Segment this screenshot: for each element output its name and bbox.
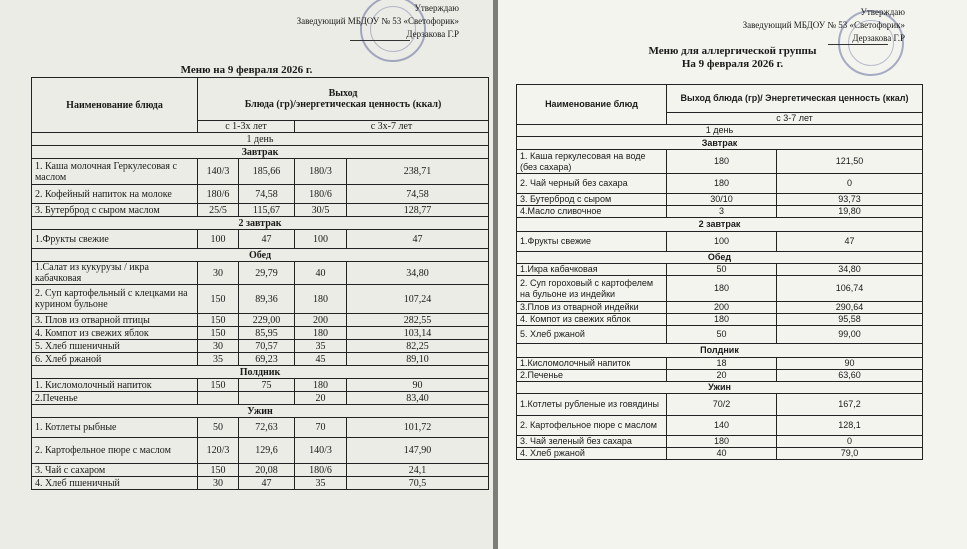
dish-name: 1. Каша молочная Геркулесовая с маслом bbox=[32, 159, 198, 185]
table-row bbox=[517, 232, 923, 252]
table-row bbox=[32, 392, 489, 405]
portion-3-7: 30/5 bbox=[295, 204, 347, 217]
portion-3-7: 180/6 bbox=[295, 185, 347, 204]
energy-3-7: 121,50 bbox=[777, 150, 923, 174]
meal-section-title: 2 завтрак bbox=[32, 217, 489, 230]
portion-1-3 bbox=[198, 392, 239, 405]
portion-3-7: 140/3 bbox=[295, 438, 347, 464]
section-row bbox=[517, 218, 923, 232]
energy-3-7: 99,00 bbox=[777, 326, 923, 344]
energy-1-3 bbox=[239, 392, 295, 405]
menu-title: Меню на 9 февраля 2026 г. bbox=[180, 64, 313, 76]
dish-name: 1. Каша геркулесовая на воде (без сахара) bbox=[517, 150, 667, 174]
portion-3-7: 140 bbox=[667, 416, 777, 436]
portion-1-3: 150 bbox=[198, 314, 239, 327]
approval-line: Утверждаю bbox=[414, 3, 459, 13]
energy-3-7: 82,25 bbox=[347, 340, 489, 353]
table-row bbox=[517, 314, 923, 326]
section-row bbox=[32, 405, 489, 418]
dish-name: 4. Хлеб пшеничный bbox=[32, 477, 198, 490]
dish-name: 1.Фрукты свежие bbox=[517, 232, 667, 252]
energy-3-7: 93,73 bbox=[777, 194, 923, 206]
portion-1-3: 25/5 bbox=[198, 204, 239, 217]
section-row bbox=[32, 146, 489, 159]
table-row bbox=[32, 418, 489, 438]
meal-section-title: Обед bbox=[517, 252, 923, 264]
section-row bbox=[32, 366, 489, 379]
dish-name: 2. Чай черный без сахара bbox=[517, 174, 667, 194]
approval-line: Заведующий МБДОУ № 53 «Светофорик» bbox=[296, 16, 459, 26]
table-row bbox=[32, 230, 489, 249]
table-row bbox=[32, 285, 489, 314]
section-row bbox=[32, 217, 489, 230]
section-row bbox=[517, 252, 923, 264]
dish-name: 2. Кофейный напиток на молоке bbox=[32, 185, 198, 204]
portion-3-7: 70 bbox=[295, 418, 347, 438]
meal-section-title: 2 завтрак bbox=[517, 218, 923, 232]
table-row bbox=[517, 394, 923, 416]
energy-3-7: 90 bbox=[777, 358, 923, 370]
dish-name: 1.Фрукты свежие bbox=[32, 230, 198, 249]
dish-name: 4. Компот из свежих яблок bbox=[32, 327, 198, 340]
table-header-row bbox=[517, 85, 923, 113]
energy-3-7: 106,74 bbox=[777, 276, 923, 302]
dish-name: 2. Суп картофельный с клецками на курином бульоне bbox=[32, 285, 198, 314]
dish-name: 1. Кисломолочный напиток bbox=[32, 379, 198, 392]
energy-1-3: 229,00 bbox=[239, 314, 295, 327]
dish-name: 6. Хлеб ржаной bbox=[32, 353, 198, 366]
dish-name: 1.Котлеты рубленые из говядины bbox=[517, 394, 667, 416]
energy-3-7: 24,1 bbox=[347, 464, 489, 477]
day-row bbox=[32, 133, 489, 146]
portion-3-7: 180/6 bbox=[295, 464, 347, 477]
portion-3-7: 45 bbox=[295, 353, 347, 366]
signature-line bbox=[350, 40, 410, 41]
energy-1-3: 72,63 bbox=[239, 418, 295, 438]
portion-3-7: 200 bbox=[295, 314, 347, 327]
dish-name: 2.Печенье bbox=[32, 392, 198, 405]
table-row bbox=[32, 477, 489, 490]
table-row bbox=[32, 159, 489, 185]
menu-table bbox=[516, 84, 923, 460]
portion-3-7: 180 bbox=[667, 314, 777, 326]
energy-3-7: 34,80 bbox=[777, 264, 923, 276]
energy-1-3: 85,95 bbox=[239, 327, 295, 340]
portion-3-7: 50 bbox=[667, 326, 777, 344]
column-header-output bbox=[198, 78, 489, 121]
portion-1-3: 30 bbox=[198, 477, 239, 490]
dish-name: 4. Компот из свежих яблок bbox=[517, 314, 667, 326]
portion-3-7: 70/2 bbox=[667, 394, 777, 416]
energy-1-3: 89,36 bbox=[239, 285, 295, 314]
dish-name: 5. Хлеб ржаной bbox=[517, 326, 667, 344]
energy-1-3: 74,58 bbox=[239, 185, 295, 204]
energy-1-3: 20,08 bbox=[239, 464, 295, 477]
meal-section-title: Ужин bbox=[32, 405, 489, 418]
table-row bbox=[32, 340, 489, 353]
energy-1-3: 185,66 bbox=[239, 159, 295, 185]
table-row bbox=[517, 370, 923, 382]
portion-3-7: 20 bbox=[667, 370, 777, 382]
portion-3-7: 180 bbox=[667, 276, 777, 302]
table-row bbox=[517, 358, 923, 370]
age-group-header: с 3-7 лет bbox=[667, 113, 923, 125]
dish-name: 2. Суп гороховый с картофелем на бульоне из индейки bbox=[517, 276, 667, 302]
portion-3-7: 100 bbox=[667, 232, 777, 252]
dish-name: 3. Чай с сахаром bbox=[32, 464, 198, 477]
dish-name: 3. Чай зеленый без сахара bbox=[517, 436, 667, 448]
portion-3-7: 40 bbox=[295, 262, 347, 285]
table-row bbox=[32, 185, 489, 204]
table-row bbox=[32, 379, 489, 392]
portion-1-3: 150 bbox=[198, 285, 239, 314]
portion-3-7: 50 bbox=[667, 264, 777, 276]
table-header-row bbox=[32, 78, 489, 121]
table-row bbox=[32, 464, 489, 477]
approval-line: Дерзакова Г.Р bbox=[852, 33, 905, 43]
energy-1-3: 69,23 bbox=[239, 353, 295, 366]
table-row bbox=[517, 206, 923, 218]
portion-3-7: 180/3 bbox=[295, 159, 347, 185]
energy-3-7: 79,0 bbox=[777, 448, 923, 460]
energy-3-7: 128,77 bbox=[347, 204, 489, 217]
energy-3-7: 0 bbox=[777, 174, 923, 194]
table-row bbox=[517, 276, 923, 302]
energy-3-7: 89,10 bbox=[347, 353, 489, 366]
meal-section-title: Ужин bbox=[517, 382, 923, 394]
age-group-header: с 1-3х лет bbox=[198, 121, 295, 133]
energy-3-7: 103,14 bbox=[347, 327, 489, 340]
portion-3-7: 20 bbox=[295, 392, 347, 405]
portion-3-7: 35 bbox=[295, 477, 347, 490]
portion-1-3: 150 bbox=[198, 327, 239, 340]
table-row bbox=[517, 326, 923, 344]
portion-3-7: 180 bbox=[295, 285, 347, 314]
energy-3-7: 107,24 bbox=[347, 285, 489, 314]
day-row bbox=[517, 125, 923, 137]
table-row bbox=[517, 302, 923, 314]
energy-3-7: 74,58 bbox=[347, 185, 489, 204]
meal-section-title: Полдник bbox=[517, 344, 923, 358]
table-row bbox=[517, 194, 923, 206]
portion-3-7: 180 bbox=[667, 150, 777, 174]
table-row bbox=[32, 204, 489, 217]
day-label: 1 день bbox=[517, 125, 923, 137]
menu-title bbox=[498, 45, 967, 71]
energy-3-7: 90 bbox=[347, 379, 489, 392]
energy-3-7: 282,55 bbox=[347, 314, 489, 327]
approval-block bbox=[297, 2, 459, 41]
dish-name: 3. Бутерброд с сыром маслом bbox=[32, 204, 198, 217]
approval-line: Дерзакова Г.Р bbox=[406, 29, 459, 39]
dish-name: 4.Масло сливочное bbox=[517, 206, 667, 218]
dish-name: 3. Бутерброд с сыром bbox=[517, 194, 667, 206]
dish-name: 1.Кисломолочный напиток bbox=[517, 358, 667, 370]
energy-1-3: 47 bbox=[239, 230, 295, 249]
section-row bbox=[517, 344, 923, 358]
section-row bbox=[32, 249, 489, 262]
table-row bbox=[517, 448, 923, 460]
portion-3-7: 100 bbox=[295, 230, 347, 249]
table-row bbox=[517, 264, 923, 276]
dish-name: 1.Салат из кукурузы / икра кабачковая bbox=[32, 262, 198, 285]
section-row bbox=[517, 137, 923, 150]
energy-3-7: 63,60 bbox=[777, 370, 923, 382]
dish-name: 3. Плов из отварной птицы bbox=[32, 314, 198, 327]
table-row bbox=[517, 436, 923, 448]
portion-1-3: 30 bbox=[198, 262, 239, 285]
dish-name: 2.Печенье bbox=[517, 370, 667, 382]
energy-3-7: 19,80 bbox=[777, 206, 923, 218]
energy-1-3: 75 bbox=[239, 379, 295, 392]
approval-line: Утверждаю bbox=[860, 7, 905, 17]
section-row bbox=[517, 382, 923, 394]
table-row bbox=[32, 353, 489, 366]
menu-title-line: Меню для аллергической группы bbox=[648, 45, 817, 57]
table-row bbox=[517, 416, 923, 436]
energy-1-3: 47 bbox=[239, 477, 295, 490]
dish-name: 1. Котлеты рыбные bbox=[32, 418, 198, 438]
dish-name: 3.Плов из отварной индейки bbox=[517, 302, 667, 314]
portion-3-7: 200 bbox=[667, 302, 777, 314]
portion-3-7: 30/10 bbox=[667, 194, 777, 206]
dish-name: 1.Икра кабачковая bbox=[517, 264, 667, 276]
meal-section-title: Завтрак bbox=[32, 146, 489, 159]
table-row bbox=[517, 150, 923, 174]
portion-1-3: 100 bbox=[198, 230, 239, 249]
energy-3-7: 167,2 bbox=[777, 394, 923, 416]
meal-section-title: Обед bbox=[32, 249, 489, 262]
portion-3-7: 35 bbox=[295, 340, 347, 353]
table-row bbox=[32, 314, 489, 327]
portion-3-7: 180 bbox=[295, 379, 347, 392]
portion-1-3: 150 bbox=[198, 464, 239, 477]
meal-section-title: Завтрак bbox=[517, 137, 923, 150]
column-header-dish: Наименование блюд bbox=[517, 85, 667, 125]
menu-sheet-allergy bbox=[498, 0, 967, 549]
dish-name: 2. Картофельное пюре с маслом bbox=[517, 416, 667, 436]
table-row bbox=[517, 174, 923, 194]
menu-title-line: На 9 февраля 2026 г. bbox=[681, 58, 784, 70]
portion-1-3: 35 bbox=[198, 353, 239, 366]
energy-3-7: 34,80 bbox=[347, 262, 489, 285]
portion-1-3: 30 bbox=[198, 340, 239, 353]
energy-1-3: 129,6 bbox=[239, 438, 295, 464]
portion-1-3: 140/3 bbox=[198, 159, 239, 185]
portion-3-7: 18 bbox=[667, 358, 777, 370]
energy-1-3: 29,79 bbox=[239, 262, 295, 285]
energy-3-7: 83,40 bbox=[347, 392, 489, 405]
energy-3-7: 238,71 bbox=[347, 159, 489, 185]
approval-line: Заведующий МБДОУ № 53 «Светофорик» bbox=[742, 20, 905, 30]
portion-1-3: 180/6 bbox=[198, 185, 239, 204]
energy-3-7: 95,58 bbox=[777, 314, 923, 326]
age-group-header: с 3х-7 лет bbox=[295, 121, 489, 133]
day-label: 1 день bbox=[32, 133, 489, 146]
energy-3-7: 128,1 bbox=[777, 416, 923, 436]
energy-3-7: 147,90 bbox=[347, 438, 489, 464]
energy-3-7: 290,64 bbox=[777, 302, 923, 314]
energy-3-7: 47 bbox=[347, 230, 489, 249]
dish-name: 2. Картофельное пюре с маслом bbox=[32, 438, 198, 464]
column-header-dish: Наименование блюда bbox=[32, 78, 198, 133]
portion-1-3: 150 bbox=[198, 379, 239, 392]
dish-name: 5. Хлеб пшеничный bbox=[32, 340, 198, 353]
meal-section-title: Полдник bbox=[32, 366, 489, 379]
column-header-output: Выход блюда (гр)/ Энергетическая ценность (ккал) bbox=[667, 85, 923, 113]
portion-3-7: 40 bbox=[667, 448, 777, 460]
approval-block bbox=[743, 6, 905, 45]
portion-1-3: 50 bbox=[198, 418, 239, 438]
portion-3-7: 180 bbox=[667, 174, 777, 194]
energy-3-7: 101,72 bbox=[347, 418, 489, 438]
table-row bbox=[32, 327, 489, 340]
portion-3-7: 180 bbox=[295, 327, 347, 340]
table-row bbox=[32, 438, 489, 464]
energy-3-7: 47 bbox=[777, 232, 923, 252]
portion-3-7: 180 bbox=[667, 436, 777, 448]
energy-3-7: 0 bbox=[777, 436, 923, 448]
portion-1-3: 120/3 bbox=[198, 438, 239, 464]
menu-table bbox=[31, 77, 489, 490]
table-row bbox=[32, 262, 489, 285]
dish-name: 4. Хлеб ржаной bbox=[517, 448, 667, 460]
energy-1-3: 70,57 bbox=[239, 340, 295, 353]
header-text: Выход bbox=[328, 88, 358, 99]
portion-3-7: 3 bbox=[667, 206, 777, 218]
energy-1-3: 115,67 bbox=[239, 204, 295, 217]
energy-3-7: 70,5 bbox=[347, 477, 489, 490]
header-text: Блюда (гр)/энергетическая ценность (ккал) bbox=[244, 99, 442, 110]
